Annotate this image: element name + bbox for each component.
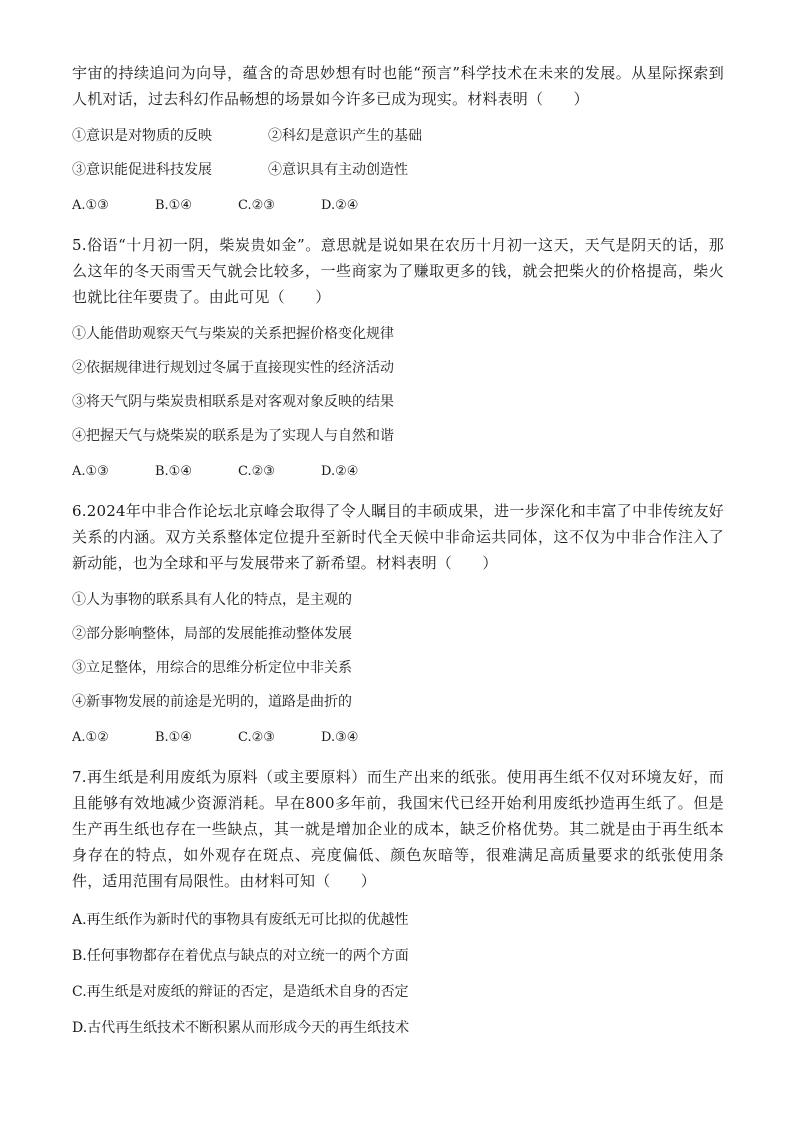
option-4: ④意识具有主动创造性 xyxy=(268,162,408,178)
question-7-option-d: D.古代再生纸技术不断积累从而形成今天的再生纸技术 xyxy=(72,1020,410,1036)
question-6-option-2: ②部分影响整体，局部的发展能推动整体发展 xyxy=(72,626,352,642)
answer-c: C.②③ xyxy=(238,730,275,745)
answer-a: A.①③ xyxy=(72,464,109,479)
question-6-option-1: ①人为事物的联系具有人化的特点，是主观的 xyxy=(72,592,352,608)
answer-c: C.②③ xyxy=(238,464,275,479)
question-5-answers xyxy=(72,462,724,482)
question-5-option-1: ①人能借助观察天气与柴炭的关系把握价格变化规律 xyxy=(72,326,394,342)
question-6-option-4: ④新事物发展的前途是光明的，道路是曲折的 xyxy=(72,694,352,710)
question-6-answers xyxy=(72,728,724,748)
question-5-stem: 5.俗语“十月初一阴，柴炭贵如金”。意思就是说如果在农历十月初一这天，天气是阴天的话，那么这年的冬天雨雪天气就会比较多，一些商家为了赚取更多的钱，就会把柴火的价格提高，柴火也就比往年要贵了。由此可见（ ） xyxy=(72,236,724,306)
option-3: ③意识能促进科技发展 xyxy=(72,162,212,178)
question-6-option-3: ③立足整体，用综合的思维分析定位中非关系 xyxy=(72,660,352,676)
question-5-option-4: ④把握天气与烧柴炭的联系是为了实现人与自然和谐 xyxy=(72,428,394,444)
question-4-stem: 宇宙的持续追问为向导，蕴含的奇思妙想有时也能“预言”科学技术在未来的发展。从星际探索到人机对话，过去科幻作品畅想的场景如今许多已成为现实。材料表明（ ） xyxy=(72,64,724,108)
option-1: ①意识是对物质的反映 xyxy=(72,128,212,144)
question-5-option-3: ③将天气阴与柴炭贵相联系是对客观对象反映的结果 xyxy=(72,394,394,410)
question-6-stem: 6.2024年中非合作论坛北京峰会取得了令人瞩目的丰硕成果，进一步深化和丰富了中非传统友好关系的内涵。双方关系整体定位提升至新时代全天候中非命运共同体，这不仅为中非合作注入了新动能，也为全球和平与发展带来了新希望。材料表明（ ） xyxy=(72,502,724,572)
answer-c: C.②③ xyxy=(238,198,275,213)
question-4-answers xyxy=(72,196,724,216)
answer-b: B.①④ xyxy=(155,730,192,745)
question-7-option-b: B.任何事物都存在着优点与缺点的对立统一的两个方面 xyxy=(72,948,409,964)
exam-page xyxy=(72,60,724,1038)
question-7-stem: 7.再生纸是利用废纸为原料（或主要原料）而生产出来的纸张。使用再生纸不仅对环境友好，而且能够有效地减少资源消耗。早在800多年前，我国宋代已经开始利用废纸抄造再生纸了。但是生产再生纸也存在一些缺点，其一就是增加企业的成本，缺乏价格优势。其二就是由于再生纸本身存在的特点，如外观存在斑点、亮度偏低、颜色灰暗等，很难满足高质量要求的纸张使用条件，适用范围有局限性。由材料可知（ ） xyxy=(72,768,724,890)
option-2: ②科幻是意识产生的基础 xyxy=(268,128,422,144)
answer-a: A.①② xyxy=(72,730,109,745)
question-7-option-c: C.再生纸是对废纸的辩证的否定，是造纸术自身的否定 xyxy=(72,984,409,1000)
question-4-options-row-1 xyxy=(72,126,724,146)
answer-d: D.②④ xyxy=(321,198,359,213)
answer-d: D.②④ xyxy=(321,464,359,479)
question-7-option-a: A.再生纸作为新时代的事物具有废纸无可比拟的优越性 xyxy=(72,912,409,928)
answer-d: D.③④ xyxy=(321,730,359,745)
answer-a: A.①③ xyxy=(72,198,109,213)
question-5-option-2: ②依据规律进行规划过冬属于直接现实性的经济活动 xyxy=(72,360,394,376)
answer-b: B.①④ xyxy=(155,464,192,479)
answer-b: B.①④ xyxy=(155,198,192,213)
question-4-options-row-2 xyxy=(72,160,724,180)
